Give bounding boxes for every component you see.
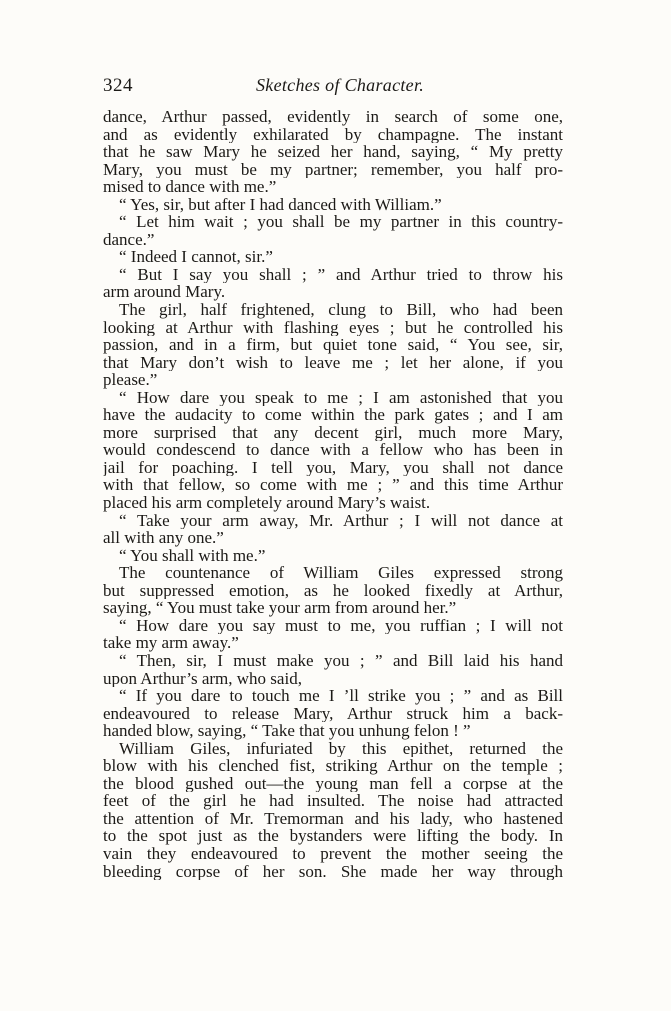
text-line: more surprised that any decent girl, much more Mary,: [103, 423, 563, 442]
text-line: The countenance of William Giles expressed strong: [119, 564, 563, 582]
text-line: William Giles, infuriated by this epithet, returned the: [119, 739, 563, 758]
text-line: all with any one.”: [103, 529, 224, 547]
text-line: passion, and in a firm, but quiet tone said, “ You see, sir,: [103, 336, 563, 354]
text-line: the attention of Mr. Tremorman and his lady, who hastened: [103, 809, 563, 828]
text-line: vain they endeavoured to prevent the mother seeing the: [103, 844, 563, 863]
text-line: take my arm away.”: [103, 634, 239, 652]
text-line: feet of the girl he had insulted. The noise had attracted: [103, 792, 563, 810]
text-line: would condescend to dance with a fellow who has been in: [103, 441, 563, 459]
text-line: please.”: [103, 371, 158, 389]
text-line: The girl, half frightened, clung to Bill, who had been: [119, 301, 563, 319]
text-line: to the spot just as the bystanders were lifting the body. In: [103, 827, 563, 845]
text-line: looking at Arthur with flashing eyes ; but he controlled his: [103, 318, 563, 337]
text-line: “ You shall with me.”: [119, 546, 266, 565]
text-line: dance.”: [103, 230, 155, 249]
text-line: upon Arthur’s arm, who said,: [103, 669, 302, 688]
text-line: arm around Mary.: [103, 283, 226, 302]
text-line: have the audacity to come within the park gates ; and I am: [103, 406, 563, 424]
text-line: placed his arm completely around Mary’s waist.: [103, 494, 431, 512]
text-line: but suppressed emotion, as he looked fixedly at Arthur,: [103, 581, 563, 600]
text-line: “ How dare you speak to me ; I am astonished that you: [119, 388, 563, 407]
text-line: “ If you dare to touch me I ’ll strike you ; ” and as Bill: [119, 687, 563, 705]
text-line: blow with his clenched fist, striking Arthur on the temple ;: [103, 757, 563, 775]
text-line: “ How dare you say must to me, you ruffian ; I will not: [119, 616, 563, 635]
text-line: “ Then, sir, I must make you ; ” and Bill laid his hand: [119, 651, 563, 670]
text-line: “ Take your arm away, Mr. Arthur ; I will not dance at: [119, 511, 563, 530]
text-line: with that fellow, so come with me ; ” and this time Arthur: [103, 476, 563, 495]
text-line: Mary, you must be my partner; remember, you half pro-: [103, 160, 563, 179]
text-line: saying, “ You must take your arm from around her.”: [103, 599, 457, 617]
page-header: [103, 75, 563, 99]
text-line: the blood gushed out—the young man fell a corpse at the: [103, 774, 563, 793]
text-line: “ Indeed I cannot, sir.”: [119, 248, 273, 266]
text-line: “ Let him wait ; you shall be my partner in this country-: [119, 213, 563, 231]
text-line: “ Yes, sir, but after I had danced with William.”: [119, 195, 442, 214]
text-line: mised to dance with me.”: [103, 178, 277, 196]
text-line: that he saw Mary he seized her hand, saying, “ My pretty: [103, 143, 563, 161]
text-line: handed blow, saying, “ Take that you unhung felon ! ”: [103, 722, 471, 740]
text-line: “ But I say you shall ; ” and Arthur tried to throw his: [119, 265, 563, 284]
text-line: and as evidently exhilarated by champagne. The instant: [103, 125, 563, 144]
text-line: bleeding corpse of her son. She made her way through: [103, 862, 563, 881]
body-text: [103, 108, 563, 880]
text-line: dance, Arthur passed, evidently in search of some one,: [103, 108, 563, 126]
running-title: Sketches of Character.: [256, 75, 425, 95]
page-number: 324: [103, 75, 133, 96]
text-line: endeavoured to release Mary, Arthur struck him a back-: [103, 704, 563, 723]
text-line: that Mary don’t wish to leave me ; let her alone, if you: [103, 353, 563, 372]
text-line: jail for poaching. I tell you, Mary, you shall not dance: [103, 458, 563, 477]
